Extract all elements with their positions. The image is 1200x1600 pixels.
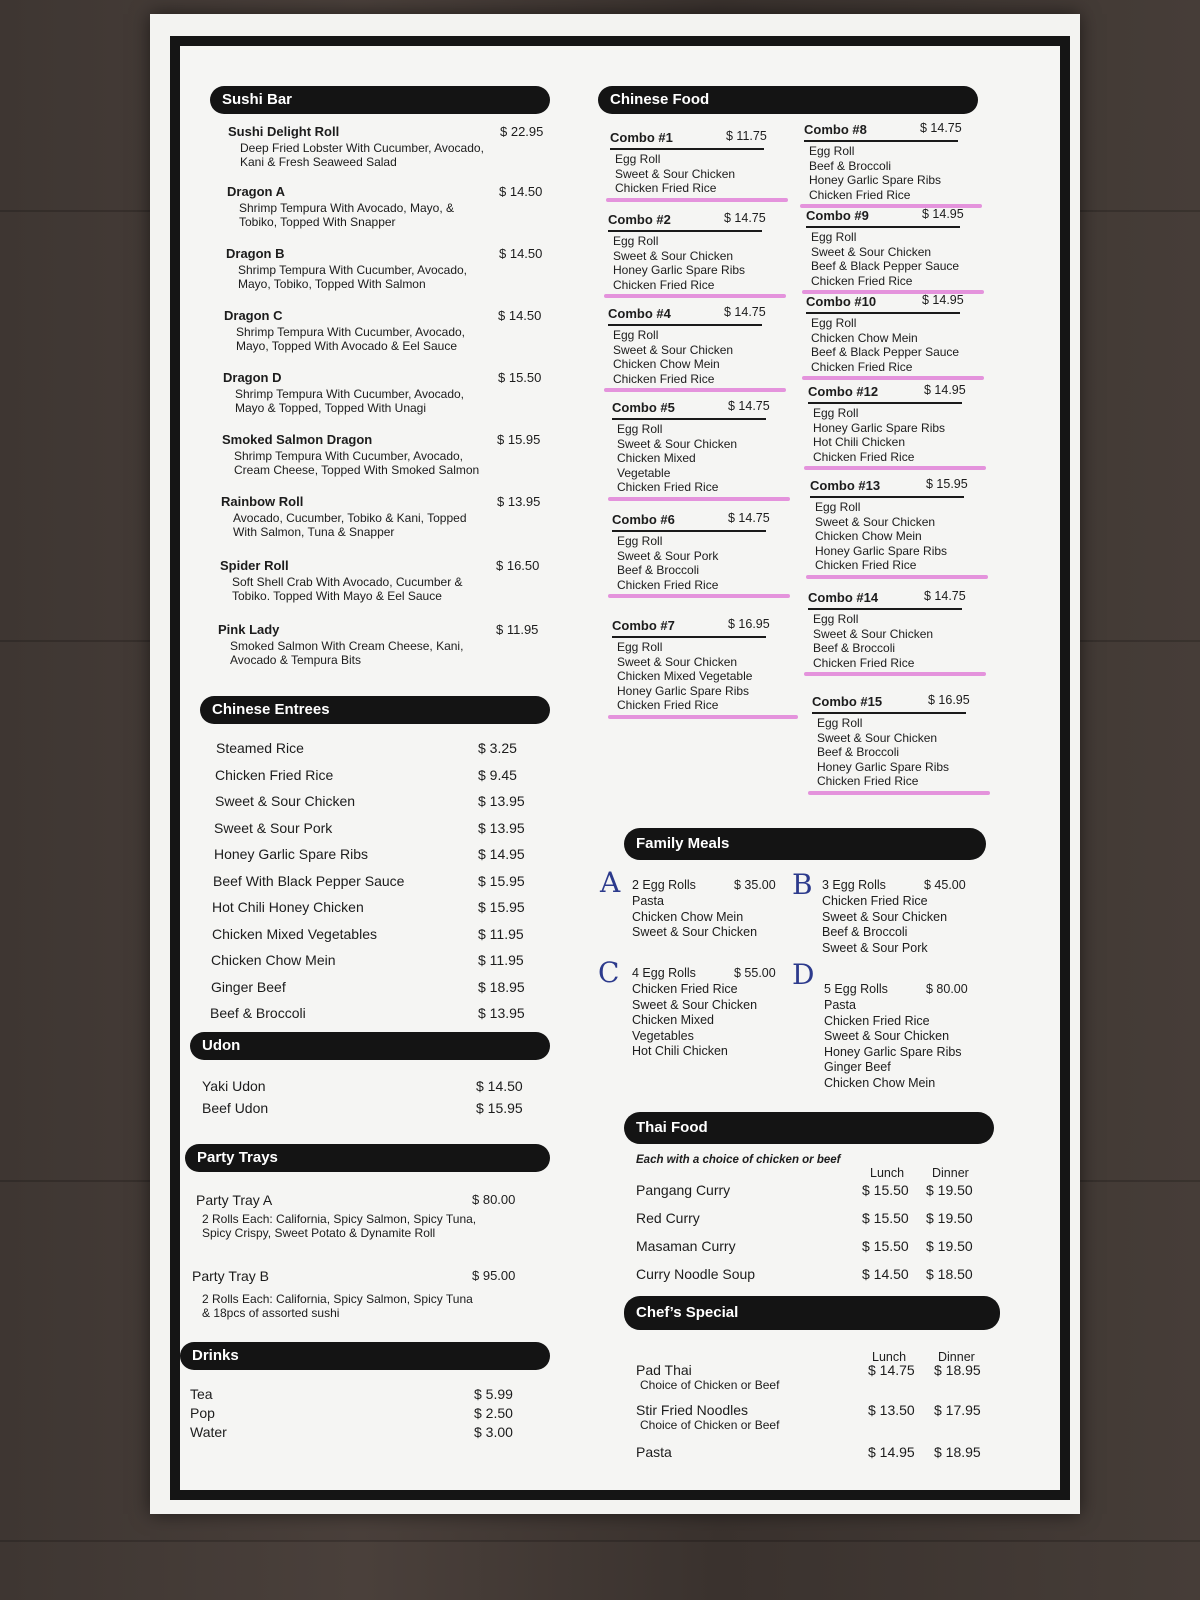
- entree-price: $ 11.95: [478, 952, 524, 968]
- chef-lunch-price: $ 14.75: [868, 1362, 915, 1378]
- drink-price: $ 5.99: [474, 1386, 513, 1402]
- combo-item: Egg Roll: [613, 328, 659, 342]
- combo-price: $ 14.75: [728, 511, 770, 525]
- combo-title: Combo #14: [808, 590, 879, 605]
- family-meal-title: 4 Egg Rolls: [632, 966, 696, 980]
- highlighter-stroke: [804, 672, 986, 676]
- sushi-item-price: $ 14.50: [499, 246, 543, 261]
- combo-price: $ 14.95: [922, 207, 964, 221]
- sushi-item-desc: Shrimp Tempura With Cucumber, Avocado, Cream Cheese, Topped With Smoked Salmon: [234, 449, 480, 477]
- chefs-special-header: Chef’s Special: [624, 1296, 1000, 1330]
- thai-lunch-price: $ 15.50: [862, 1210, 909, 1226]
- family-meal-item: Sweet & Sour Chicken: [632, 997, 758, 1012]
- combo-title: Combo #5: [612, 400, 675, 415]
- sushi-item-desc: Soft Shell Crab With Avocado, Cucumber & Tobiko. Topped With Mayo & Eel Sauce: [232, 575, 463, 603]
- combo-item: Egg Roll: [813, 612, 859, 626]
- combo-item: Chicken Fried Rice: [613, 277, 715, 292]
- family-meal-item: Ginger Beef: [824, 1060, 891, 1074]
- udon-name: Yaki Udon: [202, 1078, 266, 1094]
- sushi-item-name: Smoked Salmon Dragon: [222, 432, 373, 447]
- drinks-header: Drinks: [180, 1342, 550, 1370]
- sushi-item-price: $ 11.95: [496, 622, 539, 637]
- combo-item: Egg Roll: [815, 500, 861, 514]
- highlighter-stroke: [608, 497, 790, 501]
- entree-price: $ 11.95: [478, 925, 524, 942]
- combo-item: Chicken Fried Rice: [617, 698, 719, 712]
- combo-item: Egg Roll: [813, 406, 859, 420]
- combo-item: Chicken Fried Rice: [811, 359, 913, 374]
- combo-item: Beef & Broccoli: [817, 745, 900, 759]
- chef-dinner-label: Dinner: [938, 1350, 975, 1364]
- thai-note: Each with a choice of chicken or beef: [636, 1154, 841, 1166]
- combo-item: Beef & Broccoli: [617, 563, 700, 577]
- combo-item: Chicken Fried Rice: [813, 655, 915, 670]
- sushi-item-desc: Deep Fried Lobster With Cucumber, Avocado, Kani & Fresh Seaweed Salad: [240, 141, 484, 169]
- combo-title: Combo #4: [608, 306, 671, 321]
- entree-name: Steamed Rice: [216, 740, 304, 756]
- combo-price: $ 15.95: [926, 477, 968, 491]
- chef-item-sub: Choice of Chicken or Beef: [640, 1378, 780, 1392]
- drink-name: Pop: [190, 1405, 215, 1421]
- sushi-item-name: Rainbow Roll: [221, 494, 304, 509]
- chinese-food-header: Chinese Food: [598, 86, 978, 114]
- combo-item: Sweet & Sour Chicken: [815, 514, 936, 529]
- party-tray-a-name: Party Tray A: [196, 1192, 273, 1208]
- party-tray-b-desc: 2 Rolls Each: California, Spicy Salmon, Spicy Tuna & 18pcs of assorted sushi: [202, 1292, 473, 1320]
- entree-price: $ 9.45: [478, 766, 517, 783]
- combo-rule: [810, 496, 964, 498]
- combo-item: Honey Garlic Spare Ribs: [809, 173, 942, 187]
- combo-item: Egg Roll: [617, 640, 663, 654]
- combo-item: Chicken Fried Rice: [809, 187, 911, 202]
- entree-price: $ 15.95: [478, 872, 525, 889]
- menu-paper: [150, 14, 1080, 1514]
- combo-item: Chicken Fried Rice: [811, 273, 913, 288]
- udon-name: Beef Udon: [202, 1100, 269, 1116]
- sushi-item-desc: Avocado, Cucumber, Tobiko & Kani, Topped With Salmon, Tuna & Snapper: [233, 511, 467, 539]
- thai-food-header: Thai Food: [624, 1112, 994, 1144]
- entree-name: Ginger Beef: [211, 978, 286, 995]
- sushi-item-price: $ 22.95: [500, 124, 544, 139]
- entree-price: $ 14.95: [478, 846, 525, 862]
- family-meal-price: $ 35.00: [734, 878, 776, 892]
- highlighter-stroke: [806, 575, 988, 579]
- entree-name: Chicken Fried Rice: [215, 766, 334, 783]
- family-meal-item: Hot Chili Chicken: [632, 1044, 728, 1058]
- combo-item: Chicken Fried Rice: [613, 371, 715, 386]
- handwritten-mark: B: [792, 868, 813, 901]
- chef-dinner-price: $ 17.95: [934, 1402, 981, 1418]
- thai-lunch-price: $ 15.50: [862, 1238, 909, 1254]
- chef-lunch-label: Lunch: [872, 1350, 907, 1364]
- combo-price: $ 14.95: [922, 293, 964, 307]
- combo-rule: [806, 312, 960, 314]
- entree-name: Hot Chili Honey Chicken: [212, 899, 364, 915]
- combo-item: Sweet & Sour Pork: [617, 548, 719, 563]
- combo-rule: [812, 712, 966, 714]
- family-meals-header: Family Meals: [624, 828, 986, 860]
- combo-item: Chicken Mixed: [617, 451, 696, 465]
- combo-rule: [808, 608, 962, 610]
- family-meal-item: Beef & Broccoli: [822, 925, 908, 939]
- drink-price: $ 3.00: [474, 1424, 513, 1440]
- sushi-item-desc: Shrimp Tempura With Cucumber, Avocado, Mayo, Topped With Avocado & Eel Sauce: [236, 325, 465, 353]
- sushi-item-name: Dragon A: [227, 184, 286, 199]
- combo-item: Egg Roll: [811, 230, 857, 244]
- combo-item: Honey Garlic Spare Ribs: [613, 263, 746, 277]
- combo-item: Sweet & Sour Chicken: [811, 244, 932, 259]
- thai-item-name: Red Curry: [636, 1210, 700, 1226]
- family-meal-item: Chicken Chow Mein: [632, 909, 744, 924]
- combo-item: Honey Garlic Spare Ribs: [815, 543, 948, 558]
- combo-item: Honey Garlic Spare Ribs: [617, 683, 750, 698]
- entree-price: $ 13.95: [478, 1005, 525, 1021]
- combo-item: Egg Roll: [613, 234, 659, 248]
- combo-item: Beef & Black Pepper Sauce: [811, 259, 960, 273]
- entree-price: $ 13.95: [478, 819, 525, 836]
- sushi-item-price: $ 15.95: [497, 432, 541, 447]
- highlighter-stroke: [604, 294, 786, 298]
- chef-item-name: Stir Fried Noodles: [636, 1402, 749, 1418]
- highlighter-stroke: [608, 594, 790, 598]
- sushi-bar-header: Sushi Bar: [210, 86, 550, 114]
- entree-price: $ 13.95: [478, 793, 525, 809]
- sushi-item-desc: Smoked Salmon With Cream Cheese, Kani, Avocado & Tempura Bits: [230, 639, 464, 667]
- family-meal-price: $ 55.00: [734, 966, 776, 980]
- party-tray-a-desc: 2 Rolls Each: California, Spicy Salmon, Spicy Tuna, Spicy Crispy, Sweet Potato & Dynamite Roll: [202, 1212, 477, 1240]
- combo-rule: [806, 226, 960, 228]
- family-meal-item: Chicken Fried Rice: [824, 1013, 930, 1028]
- combo-item: Sweet & Sour Chicken: [613, 342, 734, 357]
- entree-name: Sweet & Sour Pork: [214, 819, 333, 836]
- combo-item: Sweet & Sour Chicken: [615, 166, 736, 181]
- combo-item: Chicken Fried Rice: [817, 774, 919, 788]
- combo-price: $ 14.75: [724, 305, 766, 319]
- entree-price: $ 3.25: [478, 740, 517, 756]
- highlighter-stroke: [606, 198, 788, 202]
- combo-title: Combo #2: [608, 212, 671, 227]
- family-meal-title: 3 Egg Rolls: [822, 878, 886, 892]
- combo-item: Egg Roll: [617, 422, 663, 436]
- combo-item: Egg Roll: [809, 144, 855, 158]
- family-meal-item: Pasta: [632, 894, 664, 908]
- family-meal-item: Chicken Fried Rice: [822, 894, 928, 908]
- combo-title: Combo #10: [806, 294, 877, 309]
- chef-lunch-price: $ 14.95: [868, 1444, 915, 1460]
- combo-item: Chicken Fried Rice: [617, 577, 719, 592]
- combo-item: Egg Roll: [811, 316, 857, 330]
- thai-dinner-price: $ 19.50: [926, 1210, 973, 1226]
- drink-name: Water: [190, 1424, 227, 1440]
- combo-item: Chicken Fried Rice: [615, 181, 717, 195]
- handwritten-mark: C: [598, 956, 620, 989]
- combo-item: Egg Roll: [617, 534, 663, 548]
- sushi-item-desc: Shrimp Tempura With Cucumber, Avocado, Mayo & Topped, Topped With Unagi: [235, 387, 464, 415]
- family-meal-price: $ 80.00: [926, 982, 968, 996]
- combo-price: $ 16.95: [728, 617, 770, 631]
- thai-dinner-price: $ 18.50: [926, 1266, 973, 1282]
- combo-item: Sweet & Sour Chicken: [617, 436, 738, 451]
- handwritten-mark: D: [792, 958, 815, 991]
- entree-price: $ 18.95: [478, 978, 525, 995]
- highlighter-stroke: [604, 388, 786, 392]
- combo-item: Vegetable: [617, 465, 671, 480]
- combo-item: Beef & Black Pepper Sauce: [811, 345, 960, 359]
- combo-item: Chicken Fried Rice: [617, 480, 719, 494]
- entree-name: Chicken Mixed Vegetables: [212, 925, 377, 942]
- family-meal-item: Chicken Chow Mein: [824, 1075, 936, 1090]
- chef-item-sub: Choice of Chicken or Beef: [640, 1418, 780, 1432]
- sushi-item-price: $ 16.50: [496, 558, 540, 573]
- thai-item-name: Pangang Curry: [636, 1182, 731, 1198]
- sushi-item-name: Spider Roll: [220, 558, 289, 573]
- sushi-item-name: Dragon D: [223, 370, 282, 385]
- party-trays-header: Party Trays: [185, 1144, 550, 1172]
- thai-item-name: Masaman Curry: [636, 1238, 736, 1254]
- chef-item-name: Pasta: [636, 1444, 672, 1460]
- combo-rule: [804, 140, 958, 142]
- combo-item: Beef & Broccoli: [813, 641, 896, 655]
- highlighter-stroke: [802, 376, 984, 380]
- udon-header: Udon: [190, 1032, 550, 1060]
- combo-rule: [808, 402, 962, 404]
- combo-item: Sweet & Sour Chicken: [617, 654, 738, 669]
- combo-title: Combo #13: [810, 478, 881, 493]
- entree-name: Sweet & Sour Chicken: [215, 793, 356, 809]
- udon-price: $ 14.50: [476, 1078, 523, 1094]
- entree-name: Beef With Black Pepper Sauce: [213, 872, 405, 889]
- sushi-item-name: Dragon C: [224, 308, 283, 323]
- combo-title: Combo #12: [808, 384, 879, 399]
- combo-title: Combo #8: [804, 122, 867, 137]
- chinese-entrees-header: Chinese Entrees: [200, 696, 550, 724]
- combo-item: Hot Chili Chicken: [813, 435, 906, 449]
- drink-price: $ 2.50: [474, 1405, 513, 1421]
- sushi-item-price: $ 14.50: [498, 308, 542, 323]
- chef-item-name: Pad Thai: [636, 1362, 692, 1378]
- entree-name: Beef & Broccoli: [210, 1005, 306, 1021]
- combo-item: Egg Roll: [817, 716, 863, 730]
- thai-lunch-price: $ 14.50: [862, 1266, 909, 1282]
- combo-title: Combo #7: [612, 618, 675, 633]
- combo-item: Honey Garlic Spare Ribs: [817, 759, 950, 774]
- combo-rule: [608, 324, 762, 326]
- entree-price: $ 15.95: [478, 899, 525, 915]
- combo-rule: [610, 148, 764, 150]
- combo-item: Chicken Fried Rice: [815, 558, 917, 572]
- thai-lunch-label: Lunch: [870, 1166, 905, 1180]
- thai-lunch-price: $ 15.50: [862, 1182, 909, 1198]
- sushi-item-name: Sushi Delight Roll: [228, 124, 340, 139]
- entree-name: Honey Garlic Spare Ribs: [214, 846, 369, 862]
- family-meal-title: 5 Egg Rolls: [824, 982, 888, 996]
- highlighter-stroke: [804, 466, 986, 470]
- party-tray-b-price: $ 95.00: [472, 1268, 516, 1283]
- combo-item: Sweet & Sour Chicken: [613, 248, 734, 263]
- chef-dinner-price: $ 18.95: [934, 1444, 981, 1460]
- combo-price: $ 14.75: [728, 399, 770, 413]
- sushi-item-desc: Shrimp Tempura With Avocado, Mayo, & Tobiko, Topped With Snapper: [239, 201, 454, 229]
- combo-price: $ 14.75: [920, 121, 962, 135]
- combo-item: Chicken Chow Mein: [811, 330, 918, 345]
- combo-title: Combo #1: [610, 130, 673, 145]
- family-meal-item: Vegetables: [632, 1028, 694, 1043]
- combo-item: Chicken Chow Mein: [815, 529, 922, 543]
- combo-price: $ 11.75: [726, 129, 767, 143]
- combo-price: $ 14.95: [924, 383, 966, 397]
- family-meal-price: $ 45.00: [924, 878, 966, 892]
- party-tray-b-name: Party Tray B: [192, 1268, 270, 1284]
- family-meal-item: Sweet & Sour Chicken: [632, 925, 758, 939]
- family-meal-title: 2 Egg Rolls: [632, 878, 696, 892]
- combo-item: Chicken Fried Rice: [813, 449, 915, 464]
- family-meal-item: Sweet & Sour Chicken: [822, 909, 948, 924]
- family-meal-item: Sweet & Sour Chicken: [824, 1029, 950, 1043]
- thai-dinner-price: $ 19.50: [926, 1182, 973, 1198]
- family-meal-item: Sweet & Sour Pork: [822, 940, 928, 955]
- family-meal-item: Chicken Fried Rice: [632, 982, 738, 996]
- thai-dinner-price: $ 19.50: [926, 1238, 973, 1254]
- highlighter-stroke: [608, 715, 798, 719]
- chef-lunch-price: $ 13.50: [868, 1402, 915, 1418]
- combo-item: Beef & Broccoli: [809, 158, 892, 173]
- combo-price: $ 14.75: [724, 211, 766, 225]
- combo-item: Chicken Mixed Vegetable: [617, 669, 753, 683]
- combo-price: $ 16.95: [928, 693, 970, 707]
- combo-item: Chicken Chow Mein: [613, 357, 720, 371]
- drink-name: Tea: [190, 1386, 213, 1402]
- entree-name: Chicken Chow Mein: [211, 952, 336, 968]
- highlighter-stroke: [808, 791, 990, 795]
- thai-item-name: Curry Noodle Soup: [636, 1266, 756, 1282]
- combo-title: Combo #9: [806, 208, 869, 223]
- family-meal-item: Pasta: [824, 998, 856, 1012]
- sushi-item-name: Dragon B: [226, 246, 285, 261]
- sushi-item-price: $ 14.50: [499, 184, 543, 199]
- combo-rule: [608, 230, 762, 232]
- combo-item: Sweet & Sour Chicken: [813, 626, 934, 641]
- sushi-item-name: Pink Lady: [218, 622, 280, 637]
- family-meal-item: Honey Garlic Spare Ribs: [824, 1044, 962, 1059]
- combo-item: Egg Roll: [615, 152, 661, 166]
- combo-price: $ 14.75: [924, 589, 966, 603]
- family-meal-item: Chicken Mixed: [632, 1013, 714, 1027]
- combo-item: Sweet & Sour Chicken: [817, 730, 938, 745]
- thai-dinner-label: Dinner: [932, 1166, 969, 1180]
- combo-rule: [612, 636, 766, 638]
- handwritten-mark: A: [600, 866, 621, 899]
- sushi-item-price: $ 13.95: [497, 494, 541, 509]
- chef-dinner-price: $ 18.95: [934, 1362, 981, 1378]
- combo-title: Combo #15: [812, 694, 883, 709]
- menu-border: [170, 36, 1070, 1500]
- udon-price: $ 15.95: [476, 1100, 523, 1116]
- combo-item: Honey Garlic Spare Ribs: [813, 420, 946, 435]
- party-tray-a-price: $ 80.00: [472, 1192, 516, 1207]
- combo-rule: [612, 418, 766, 420]
- combo-rule: [612, 530, 766, 532]
- combo-title: Combo #6: [612, 512, 675, 527]
- sushi-item-desc: Shrimp Tempura With Cucumber, Avocado, Mayo, Tobiko, Topped With Salmon: [238, 263, 467, 291]
- sushi-item-price: $ 15.50: [498, 370, 542, 385]
